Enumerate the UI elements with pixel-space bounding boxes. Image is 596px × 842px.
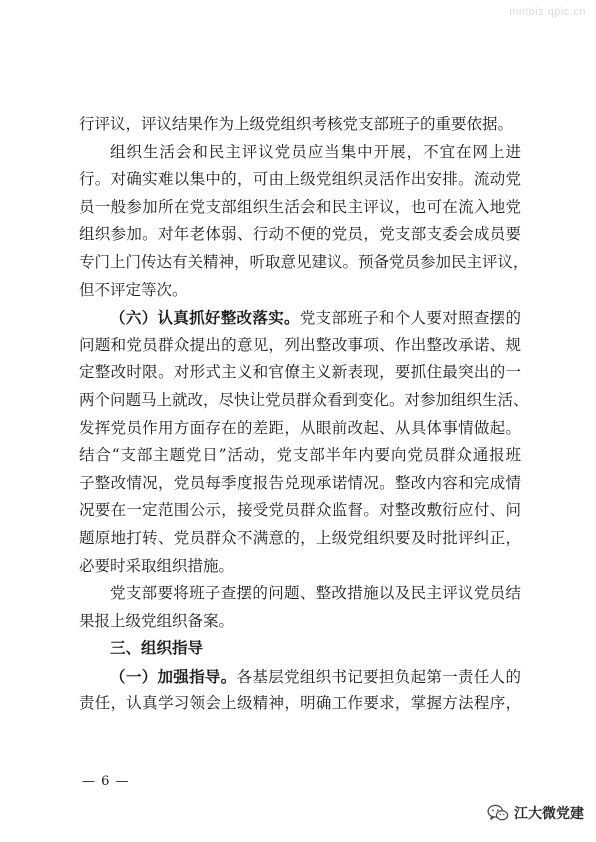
text-line: 必要时采取组织措施。 [79, 556, 235, 575]
text-line: 员一般参加所在党支部组织生活会和民主评议，也可在流入地党 [79, 197, 521, 216]
watermark: mmbiz.qpic.cn [509, 6, 586, 18]
text-line: 发挥党员作用方面存在的差距，从眼前改起、从具体事情做起。 [79, 418, 521, 437]
section-heading: 三、组织指导 [110, 639, 204, 658]
text-line: 行评议，评议结果作为上级党组织考核党支部班子的重要依据。 [79, 115, 514, 133]
text-line: 结合“支部主题党日”活动，党支部半年内要向党员群众通报班 [79, 446, 521, 465]
page-number: — 6 — [82, 774, 130, 789]
text-line: 党支部要将班子查摆的问题、整改措施以及民主评议党员结 [110, 584, 521, 603]
text-line: 定整改时限。对形式主义和官僚主义新表现，要抓住最突出的一 [79, 363, 521, 382]
text-line [79, 663, 521, 691]
text-line: 组织参加。对年老体弱、行动不便的党员，党支部支委会成员要 [79, 225, 521, 244]
document-body [79, 111, 529, 718]
text-fragment: 各基层党组织书记要担负起第一责任人的 [236, 667, 521, 686]
paragraph-heading: （一）加强指导。 [110, 666, 237, 686]
text-line: 行。对确实难以集中的，可由上级党组织灵活作出安排。流动党 [79, 170, 521, 189]
text-line: 况要在一定范围公示，接受党员群众监督。对整改敷衍应付、问 [79, 501, 521, 520]
text-line: 问题和党员群众提出的意见，列出整改事项、作出整改承诺、规 [79, 335, 521, 354]
text-line [79, 304, 521, 332]
brand-name: 江大微党建 [514, 806, 584, 822]
text-line: 组织生活会和民主评议党员应当集中开展，不宜在网上进 [110, 142, 521, 161]
text-line: 题原地打转、党员群众不满意的，上级党组织要及时批评纠正， [79, 528, 521, 547]
paragraph-heading: （六）认真抓好整改落实。 [110, 308, 300, 328]
text-line: 两个问题马上就改，尽快让党员群众看到变化。对参加组织生活、 [79, 390, 529, 409]
brand-signature [487, 803, 584, 823]
text-line: 责任，认真学习领会上级精神，明确工作要求，掌握方法程序， [79, 694, 521, 713]
text-fragment: 党支部班子和个人要对照查摆的 [299, 309, 521, 328]
text-line: 子整改情况，党员每季度报告兑现承诺情况。整改内容和完成情 [79, 473, 521, 492]
text-line: 专门上门传达有关精神，听取意见建议。预备党员参加民主评议， [79, 252, 529, 271]
text-line: 果报上级党组织备案。 [79, 611, 235, 630]
text-line: 但不评定等次。 [79, 280, 188, 299]
wechat-icon [487, 804, 509, 822]
